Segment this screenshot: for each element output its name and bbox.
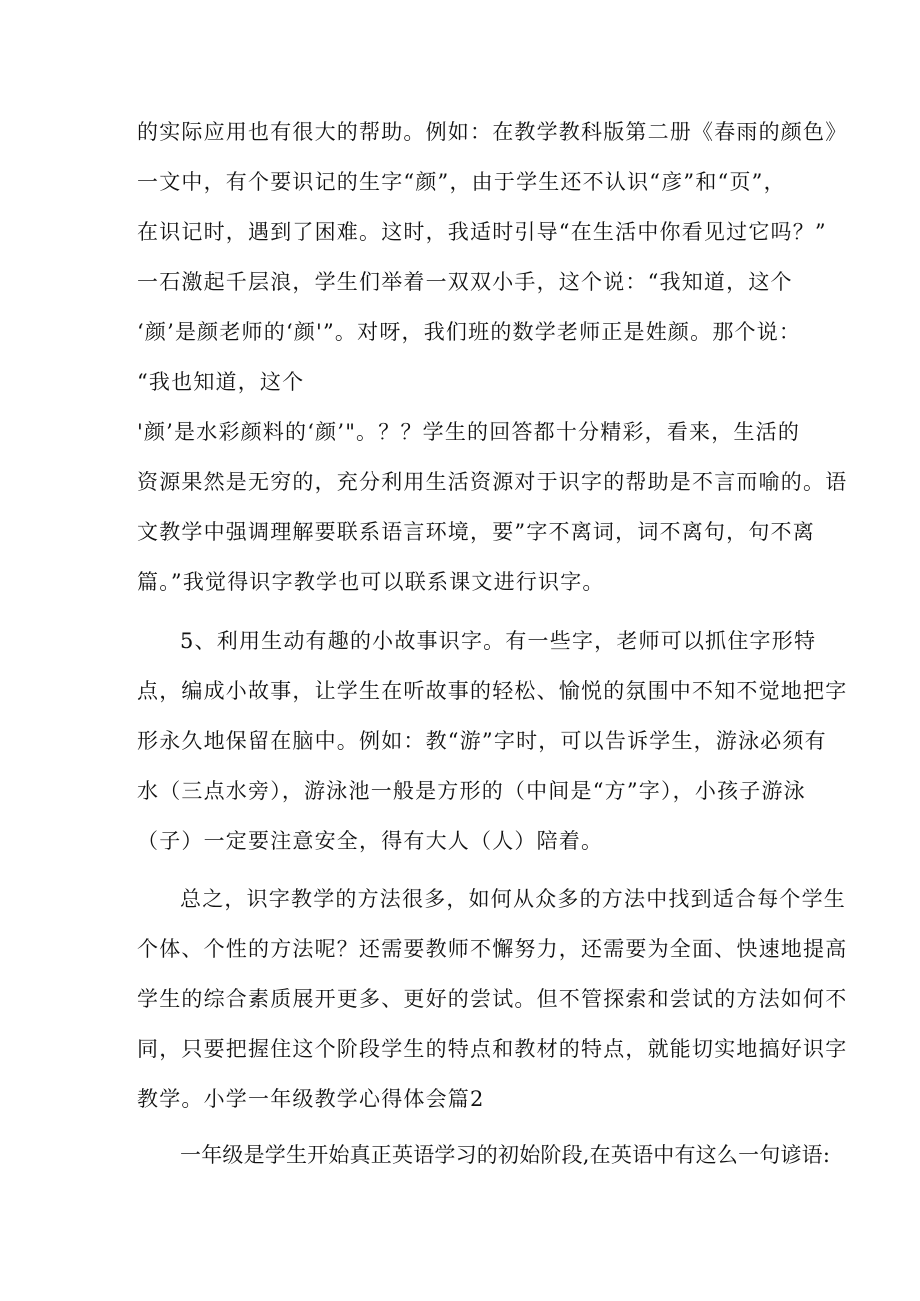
- text-line: '颜’是水彩颜料的‘颜’"。？？学生的回答都十分精彩，看来，生活的: [137, 420, 801, 444]
- text-line: 一年级是学生开始真正英语学习的初始阶段,在英语中有这么一句谚语:: [180, 1143, 831, 1167]
- text-line: 5、利用生动有趣的小故事识字。有一些字，老师可以抓住字形特: [180, 629, 817, 653]
- text-line: 一石激起千层浪，学生们举着一双双小手，这个说：“我知道，这个: [137, 270, 793, 294]
- text-line: 教学。小学一年级教学心得体会篇2: [137, 1087, 485, 1111]
- text-line: 总之，识字教学的方法很多，如何从众多的方法中找到适合每个学生: [180, 887, 846, 911]
- text-line: ‘颜’是颜老师的‘颜'”。对呀，我们班的数学老师正是姓颜。那个说：: [137, 320, 802, 344]
- text-line: 一文中，有个要识记的生字“颜”，由于学生还不认识“彦”和“页”，: [137, 170, 786, 194]
- text-line: 篇。”我觉得识字教学也可以联系课文进行识字。: [137, 570, 605, 594]
- text-line: 资源果然是无穷的，充分利用生活资源对于识字的帮助是不言而喻的。语: [137, 470, 848, 494]
- text-line: “我也知道，这个: [137, 370, 305, 394]
- text-line: 形永久地保留在脑中。例如：教“游”字时，可以告诉学生，游泳必须有: [137, 729, 827, 753]
- text-line: 学生的综合素质展开更多、更好的尝试。但不管探索和尝试的方法如何不: [137, 987, 848, 1011]
- text-line: （子）一定要注意安全，得有大人（人）陪着。: [137, 829, 604, 853]
- text-line: 文教学中强调理解要联系语言环境，要”字不离词，词不离句，句不离: [137, 520, 815, 544]
- text-line: 个体、个性的方法呢？还需要教师不懈努力，还需要为全面、快速地提高: [137, 937, 848, 961]
- text-line: 点，编成小故事，让学生在听故事的轻松、愉悦的氛围中不知不觉地把字: [137, 679, 848, 703]
- text-line: 在识记时，遇到了困难。这时，我适时引导“在生活中你看见过它吗？”: [137, 220, 827, 244]
- text-line: 同，只要把握住这个阶段学生的特点和教材的特点，就能切实地搞好识字: [137, 1037, 848, 1061]
- text-line: 水（三点水旁），游泳池一般是方形的（中间是“方”字），小孩子游泳: [137, 779, 806, 803]
- text-line: 的实际应用也有很大的帮助。例如：在教学教科版第二册《春雨的颜色》: [137, 120, 848, 144]
